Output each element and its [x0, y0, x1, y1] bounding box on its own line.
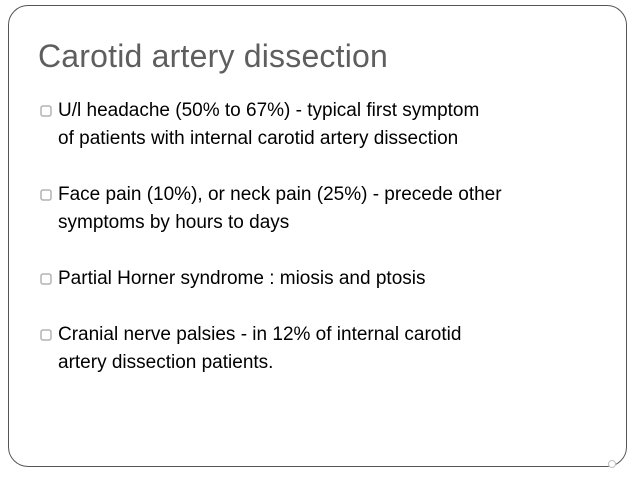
- bullet-item: [38, 97, 608, 153]
- bullet-text-line: artery dissection patients.: [58, 352, 274, 373]
- bullet-item: [38, 181, 608, 237]
- bullet-list: [38, 97, 608, 405]
- slide-title: Carotid artery dissection: [38, 38, 389, 74]
- page-indicator-dot: [608, 460, 616, 468]
- rounded-square-bullet-icon: [40, 105, 52, 117]
- rounded-square-bullet-icon: [40, 273, 52, 285]
- rounded-square-bullet-icon: [40, 329, 52, 341]
- bullet-text-line: Face pain (10%), or neck pain (25%) - precede other: [58, 184, 502, 205]
- bullet-item: [38, 321, 608, 377]
- bullet-text-line: Partial Horner syndrome : miosis and ptosis: [58, 268, 426, 289]
- bullet-item: [38, 265, 608, 293]
- bullet-text-line: U/l headache (50% to 67%) - typical first symptom: [58, 100, 480, 121]
- rounded-square-bullet-icon: [40, 189, 52, 201]
- bullet-text-line: symptoms by hours to days: [58, 212, 290, 233]
- bullet-text-line: of patients with internal carotid artery dissection: [58, 128, 459, 149]
- bullet-text-line: Cranial nerve palsies - in 12% of internal carotid: [58, 324, 462, 345]
